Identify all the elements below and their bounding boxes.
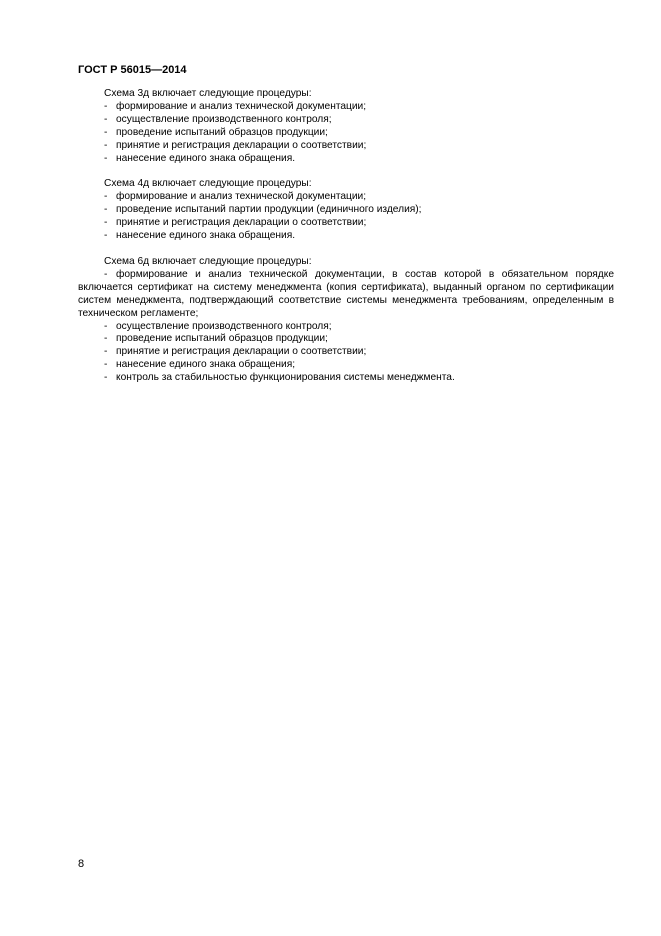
document-body xyxy=(78,88,614,385)
list-item-text: принятие и регистрация декларации о соответствии; xyxy=(116,139,367,151)
list-bullet: - xyxy=(104,230,108,242)
list-item-text: контроль за стабильностью функционирования системы менеджмента. xyxy=(116,372,455,384)
list-bullet: - xyxy=(104,359,108,371)
list-bullet: - xyxy=(104,372,108,384)
list-bullet: - xyxy=(104,100,108,112)
scheme-3d-intro: Схема 3д включает следующие процедуры: xyxy=(104,88,312,99)
scheme-4d-section xyxy=(78,178,614,243)
list-item-text: осуществление производственного контроля; xyxy=(116,320,332,332)
list-bullet: - xyxy=(104,204,108,216)
list-bullet: - xyxy=(104,268,108,280)
list-item xyxy=(78,191,614,204)
list-bullet: - xyxy=(104,139,108,151)
scheme-6d-intro: Схема 6д включает следующие процедуры: xyxy=(104,255,312,267)
list-item xyxy=(78,321,614,334)
list-item-text: нанесение единого знака обращения. xyxy=(116,230,296,242)
list-item xyxy=(78,127,614,140)
list-bullet: - xyxy=(104,126,108,138)
list-item-text: проведение испытаний образцов продукции; xyxy=(116,333,328,345)
list-item xyxy=(78,359,614,372)
list-item-text: проведение испытаний образцов продукции; xyxy=(116,126,328,138)
list-item xyxy=(78,217,614,230)
list-item-paragraph xyxy=(78,269,614,321)
list-item-text: осуществление производственного контроля; xyxy=(116,113,332,125)
list-item-text: проведение испытаний партии продукции (единичного изделия); xyxy=(116,204,422,216)
list-bullet: - xyxy=(104,333,108,345)
list-bullet: - xyxy=(104,152,108,164)
list-bullet: - xyxy=(104,320,108,332)
list-item xyxy=(78,140,614,153)
list-item-text: формирование и анализ технической документации, в состав которой в обязательном порядке включается сертификат на систему менеджмента (копия сертификата), выданный органом по сертификации систем менеджмента, подтверждающий соответствие системы менеджмента требованиям, определенным в техническом регламенте; xyxy=(78,268,614,319)
list-item-text: нанесение единого знака обращения; xyxy=(116,359,296,371)
page-number: 8 xyxy=(78,858,85,870)
list-bullet: - xyxy=(104,346,108,358)
list-item-text: формирование и анализ технической документации; xyxy=(116,191,367,203)
list-item-text: формирование и анализ технической документации; xyxy=(116,100,367,112)
list-bullet: - xyxy=(104,217,108,229)
list-item xyxy=(78,230,614,243)
scheme-3d-section xyxy=(78,88,614,165)
list-item-text: принятие и регистрация декларации о соответствии; xyxy=(116,217,367,229)
list-item xyxy=(78,333,614,346)
document-header: ГОСТ Р 56015—2014 xyxy=(78,64,187,76)
list-item xyxy=(78,204,614,217)
list-item xyxy=(78,372,614,385)
scheme-4d-intro: Схема 4д включает следующие процедуры: xyxy=(104,178,312,190)
list-item xyxy=(78,114,614,127)
scheme-6d-section xyxy=(78,256,614,385)
list-item-text: принятие и регистрация декларации о соответствии; xyxy=(116,346,367,358)
list-item xyxy=(78,101,614,114)
list-bullet: - xyxy=(104,191,108,203)
list-bullet: - xyxy=(104,113,108,125)
list-item xyxy=(78,153,614,166)
list-item-text: нанесение единого знака обращения. xyxy=(116,152,296,164)
list-item xyxy=(78,346,614,359)
